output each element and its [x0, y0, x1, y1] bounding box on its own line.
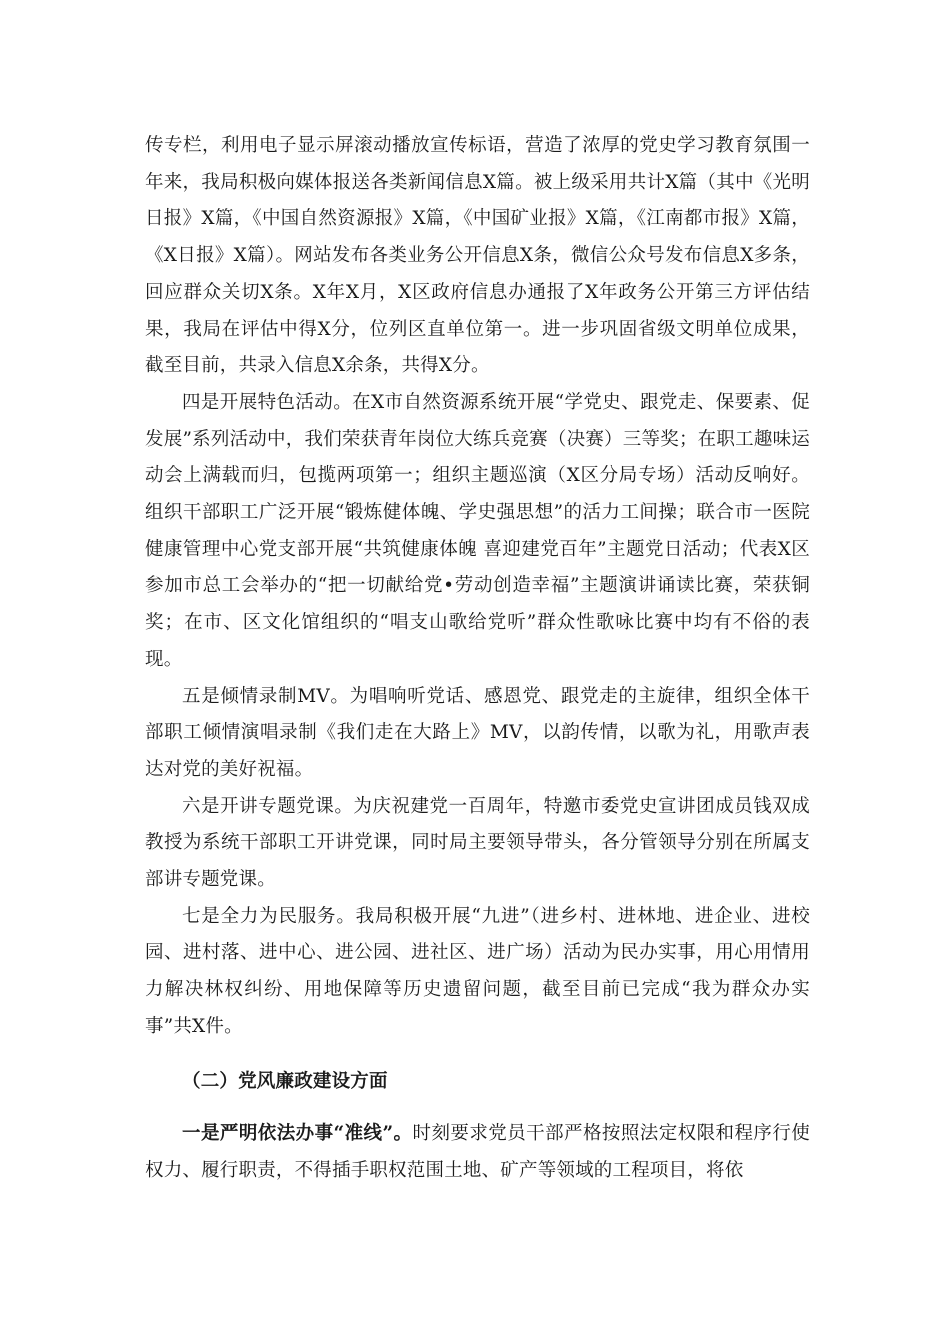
paragraph-law-compliance	[145, 1116, 810, 1189]
paragraph-mv-recording: 五是倾情录制MV。为唱响听党话、感恩党、跟党走的主旋律，组织全体干部职工倾情演唱录制《我们走在大路上》MV，以韵传情，以歌为礼，用歌声表达对党的美好祝福。	[145, 685, 810, 780]
document-body	[145, 128, 810, 1190]
section-heading: （二）党风廉政建设方面	[182, 1070, 388, 1092]
paragraph-party-lectures: 六是开讲专题党课。为庆祝建党一百周年，特邀市委党史宣讲团成员钱双成教授为系统干部职工开讲党课，同时局主要领导带头，各分管领导分别在所属支部讲专题党课。	[145, 795, 810, 891]
paragraph-lead-text: 时刻要求党员干部严格按照法定权限和程序行使权力、履行职责，不得插手职权范围土地、矿产等领域的工程项目，将依	[145, 1123, 810, 1181]
paragraph-featured-activities: 四是开展特色活动。在X市自然资源系统开展“学党史、跟党走、保要素、促发展”系列活动中，我们荣获青年岗位大练兵竞赛（决赛）三等奖；在职工趣味运动会上满载而归，包揽两项第一；组织主题巡演（X区分局专场）活动反响好。组织干部职工广泛开展“锻炼健体魄、学史强思想”的活力工间操；联合市一医院健康管理中心党支部开展“共筑健康体魄 喜迎建党百年”主题党日活动；代表X区参加市总工会举办的“把一切献给党•劳动创造幸福”主题演讲诵读比赛，荣获铜奖；在市、区文化馆组织的“唱支山歌给党听”群众性歌咏比赛中均有不俗的表现。	[145, 391, 810, 670]
paragraph-publicity-continued: 传专栏，利用电子显示屏滚动播放宣传标语，营造了浓厚的党史学习教育氛围一年来，我局积极向媒体报送各类新闻信息X篇。被上级采用共计X篇（其中《光明日报》X篇，《中国自然资源报》X篇，《中国矿业报》X篇，《江南都市报》X篇，《X日报》X篇）。网站发布各类业务公开信息X条，微信公众号发布信息X多条，回应群众关切X条。X年X月，X区政府信息办通报了X年政务公开第三方评估结果，我局在评估中得X分，位列区直单位第一。进一步巩固省级文明单位成果，截至目前，共录入信息X余条，共得X分。	[145, 135, 810, 377]
paragraph-lead-bold: 一是严明依法办事“准线”。	[182, 1123, 413, 1145]
paragraph-public-service: 七是全力为民服务。我局积极开展“九进”（进乡村、进林地、进企业、进校园、进村落、进中心、进公园、进社区、进广场）活动为民办实事，用心用情用力解决林权纠纷、用地保障等历史遗留问题，截至目前已完成“我为群众办实事”共X件。	[145, 905, 810, 1037]
